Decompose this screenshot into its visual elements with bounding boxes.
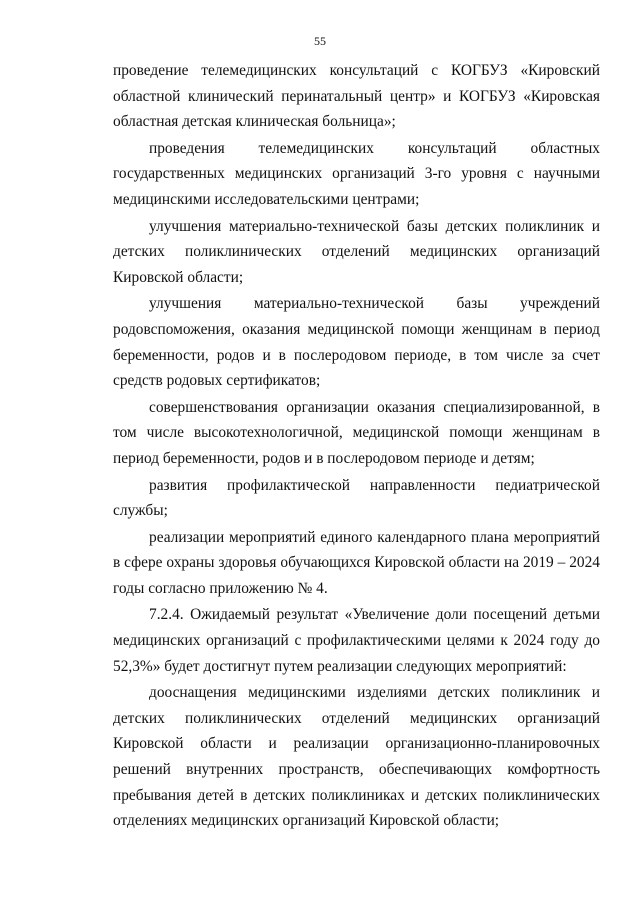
paragraph-polyclinic-base: улучшения материально-технической базы детских поликлиник и детских поликлинических отделений медицинских организаций Кировской области;: [113, 217, 600, 286]
paragraph-specialized-care: совершенствования организации оказания специализированной, в том числе высокотехнологичной, медицинской помощи женщинам в период беременности, родов и в послеродовом периоде и детям;: [113, 398, 600, 467]
paragraph-telemedicine-research-centers: проведения телемедицинских консультаций областных государственных медицинских организаций 3-го уровня с научными медицинскими исследовательскими центрами;: [113, 139, 600, 208]
paragraph-obstetric-base: улучшения материально-технической базы учреждений родовспоможения, оказания медицинской помощи женщинам в период беременности, родов и в послеродовом периоде, в том числе за счет средств родовых сертификатов;: [113, 295, 600, 390]
paragraph-equipment: дооснащения медицинскими изделиями детских поликлиник и детских поликлинических отделений медицинских организаций Кировской области и реализации организационно-планировочных решений внутренних пространств, обеспечивающих комфортность пребывания детей в детских поликлиниках и детских поликлинических отделениях медицинских организаций Кировской области;: [113, 684, 600, 830]
document-body: [113, 58, 600, 834]
paragraph-calendar-plan: реализации мероприятий единого календарного плана мероприятий в сфере охраны здоровья обучающихся Кировской области на 2019 – 2024 годы согласно приложению № 4.: [113, 528, 600, 597]
page-number: 55: [314, 34, 326, 48]
paragraph-pediatric-prevention: развития профилактической направленности педиатрической службы;: [113, 476, 600, 520]
paragraph-telemedicine-perinatal: проведение телемедицинских консультаций с КОГБУЗ «Кировский областной клинический перинатальный центр» и КОГБУЗ «Кировская областная детская клиническая больница»;: [113, 62, 600, 131]
paragraph-expected-result: 7.2.4. Ожидаемый результат «Увеличение доли посещений детьми медицинских организаций с профилактическими целями к 2024 году до 52,3%» будет достигнут путем реализации следующих мероприятий:: [113, 606, 600, 675]
